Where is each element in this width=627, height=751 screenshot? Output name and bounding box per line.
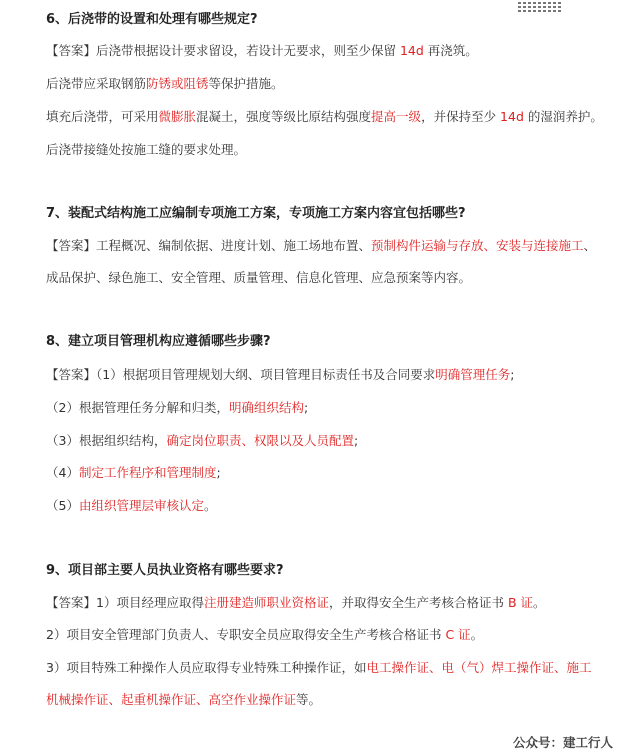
text-segment: ，并保持至少 [421, 109, 501, 124]
text-segment: （5） [46, 498, 79, 513]
answer-line [46, 497, 216, 515]
text-segment: 混凝土，强度等级比原结构强度 [196, 109, 372, 124]
highlight-text: 防锈或阻锈 [146, 76, 209, 91]
question-heading [46, 11, 258, 29]
text-segment: 。 [533, 595, 546, 610]
highlight-text: 制定工作程序和管理制度 [78, 465, 217, 480]
qr-code-icon [518, 0, 562, 12]
text-segment: 【答案】工程概况、编制依据、进度计划、施工场地布置、 [46, 238, 372, 253]
answer-line [46, 626, 483, 644]
text-segment: ; [353, 433, 359, 448]
highlight-text: 预制构件运输与存放、安装与连接施工 [371, 238, 584, 253]
highlight-text: B 证 [507, 595, 534, 610]
answer-line [46, 594, 546, 612]
highlight-text: 明确组织结构 [228, 400, 304, 415]
text-segment: 填充后浇带，可采用 [46, 109, 159, 124]
text-segment: 【答案】（1）根据项目管理规划大纲、项目管理目标责任书及合同要求 [46, 367, 436, 382]
text-segment: 3）项目特殊工种操作人员应取得专业特殊工种操作证，如 [46, 660, 367, 675]
text-segment: 。 [470, 627, 484, 642]
question-heading [46, 333, 271, 351]
text-segment: 8、建立项目管理机构应遵循哪些步骤? [46, 334, 271, 349]
text-segment: （3）根据组织结构， [46, 433, 167, 448]
text-segment: 、 [583, 238, 597, 253]
answer-line [46, 141, 246, 159]
answer-line [46, 464, 221, 482]
answer-line [46, 659, 591, 677]
text-segment: 。 [203, 498, 217, 513]
highlight-text: 机械操作证、起重机操作证、高空作业操作证 [46, 692, 297, 707]
answer-line [46, 399, 308, 417]
highlight-text: 明确管理任务 [435, 367, 511, 382]
text-segment: 后浇带接缝处按施工缝的要求处理。 [46, 142, 247, 157]
highlight-text: C 证 [445, 627, 471, 642]
text-segment: 7、装配式结构施工应编制专项施工方案，专项施工方案内容宜包括哪些? [46, 206, 466, 221]
text-segment: ，并取得安全生产考核合格证书 [328, 595, 508, 610]
highlight-text: 电工操作证、电（气）焊工操作证、施工 [366, 660, 592, 675]
highlight-text: 14d [500, 109, 524, 124]
question-heading [46, 205, 466, 223]
text-segment: （2）根据管理任务分解和归类， [46, 400, 229, 415]
highlight-text: 确定岗位职责、权限以及人员配置 [166, 433, 354, 448]
text-segment: 9、项目部主要人员执业资格有哪些要求? [46, 563, 284, 578]
text-segment: 【答案】1）项目经理应取得 [46, 595, 204, 610]
highlight-text: 14d [399, 43, 424, 58]
text-segment: ; [303, 400, 309, 415]
text-segment: ; [216, 465, 221, 480]
text-segment: 6、后浇带的设置和处理有哪些规定? [46, 12, 258, 27]
text-segment: 等保护措施。 [208, 76, 284, 91]
text-segment: 的湿润养护。 [523, 109, 603, 124]
answer-line [46, 269, 471, 287]
answer-line [46, 366, 514, 384]
text-segment: ; [510, 367, 515, 382]
highlight-text: 微膨胀 [158, 109, 197, 124]
question-heading [46, 562, 284, 580]
answer-line [46, 691, 321, 709]
text-segment: 2）项目安全管理部门负责人、专职安全员应取得安全生产考核合格证书 [46, 627, 446, 642]
answer-line [46, 42, 478, 60]
text-segment: 再浇筑。 [423, 43, 478, 58]
text-segment: 成品保护、绿色施工、安全管理、质量管理、信息化管理、应急预案等内容。 [46, 270, 472, 285]
highlight-text: 由组织管理层审核认定 [78, 498, 204, 513]
text-segment: 等。 [296, 692, 322, 707]
answer-line [46, 75, 284, 93]
answer-line [46, 108, 603, 126]
answer-line [46, 237, 596, 255]
text-segment: 后浇带应采取钢筋 [46, 76, 147, 91]
highlight-text: 注册建造师职业资格证 [203, 595, 329, 610]
answer-line [46, 432, 358, 450]
text-segment: （4） [46, 465, 79, 480]
footer-watermark: 公众号：建工行人 [512, 735, 613, 750]
highlight-text: 提高一级 [371, 109, 422, 124]
text-segment: 【答案】后浇带根据设计要求留设，若设计无要求，则至少保留 [46, 43, 400, 58]
